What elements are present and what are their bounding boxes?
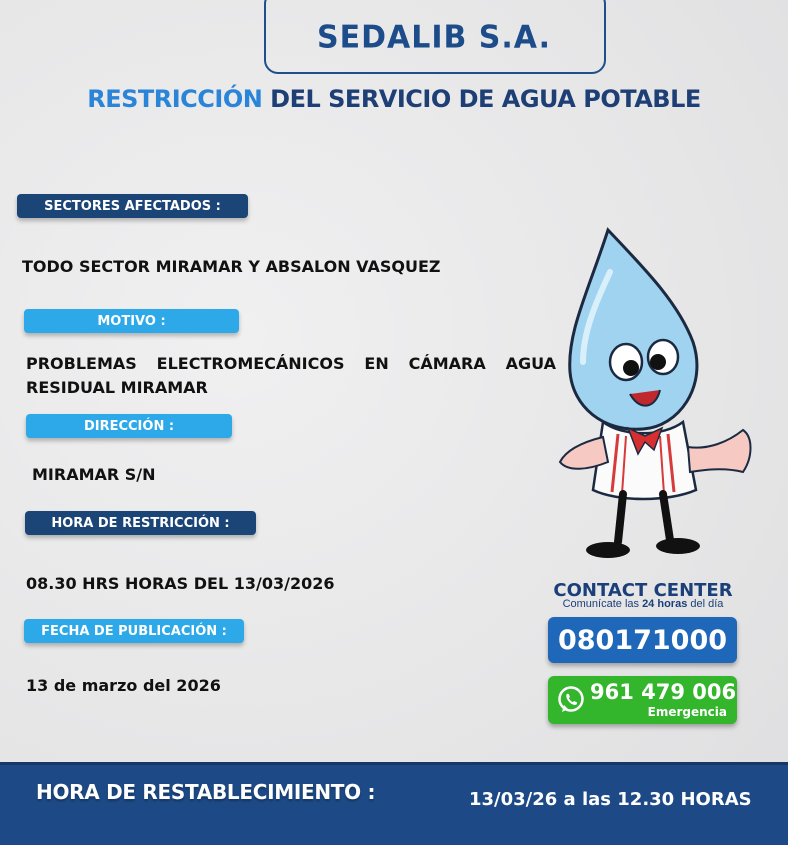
- contact-center-subtitle: [548, 598, 738, 610]
- title-rest: DEL SERVICIO DE AGUA POTABLE: [270, 85, 701, 113]
- fecha-value: 13 de marzo del 2026: [26, 676, 221, 695]
- title-highlight: RESTRICCIÓN: [87, 85, 263, 113]
- direccion-value: MIRAMAR S/N: [32, 465, 156, 484]
- page-title: [0, 85, 788, 113]
- motivo-value: PROBLEMAS ELECTROMECÁNICOS EN CÁMARA AGUA RESIDUAL MIRAMAR: [26, 354, 556, 397]
- contact-center-title: CONTACT CENTER: [553, 580, 733, 601]
- subtitle-pre: Comunícate las: [562, 598, 643, 610]
- fecha-label: FECHA DE PUBLICACIÓN :: [24, 619, 244, 643]
- phone-button[interactable]: 080171000: [548, 617, 737, 663]
- whatsapp-button[interactable]: [548, 676, 737, 724]
- subtitle-post: del día: [687, 598, 724, 610]
- sectores-value: TODO SECTOR MIRAMAR Y ABSALON VASQUEZ: [22, 257, 441, 276]
- footer-label: HORA DE RESTABLECIMIENTO :: [36, 780, 376, 804]
- footer-value: 13/03/26 a las 12.30 HORAS: [469, 789, 752, 810]
- sectores-label: SECTORES AFECTADOS :: [17, 194, 248, 218]
- subtitle-bold: 24 horas: [642, 598, 688, 610]
- hora-value: 08.30 HRS HORAS DEL 13/03/2026: [26, 574, 335, 593]
- whatsapp-number: 961 479 006: [590, 680, 737, 704]
- motivo-label: MOTIVO :: [24, 309, 239, 333]
- direccion-label: DIRECCIÓN :: [26, 414, 232, 438]
- brand-logo: SEDALIB S.A.: [317, 19, 551, 56]
- water-drop-mascot: [548, 222, 758, 567]
- whatsapp-icon: [556, 685, 586, 715]
- hora-label: HORA DE RESTRICCIÓN :: [25, 511, 256, 535]
- emergency-label: Emergencia: [647, 705, 727, 719]
